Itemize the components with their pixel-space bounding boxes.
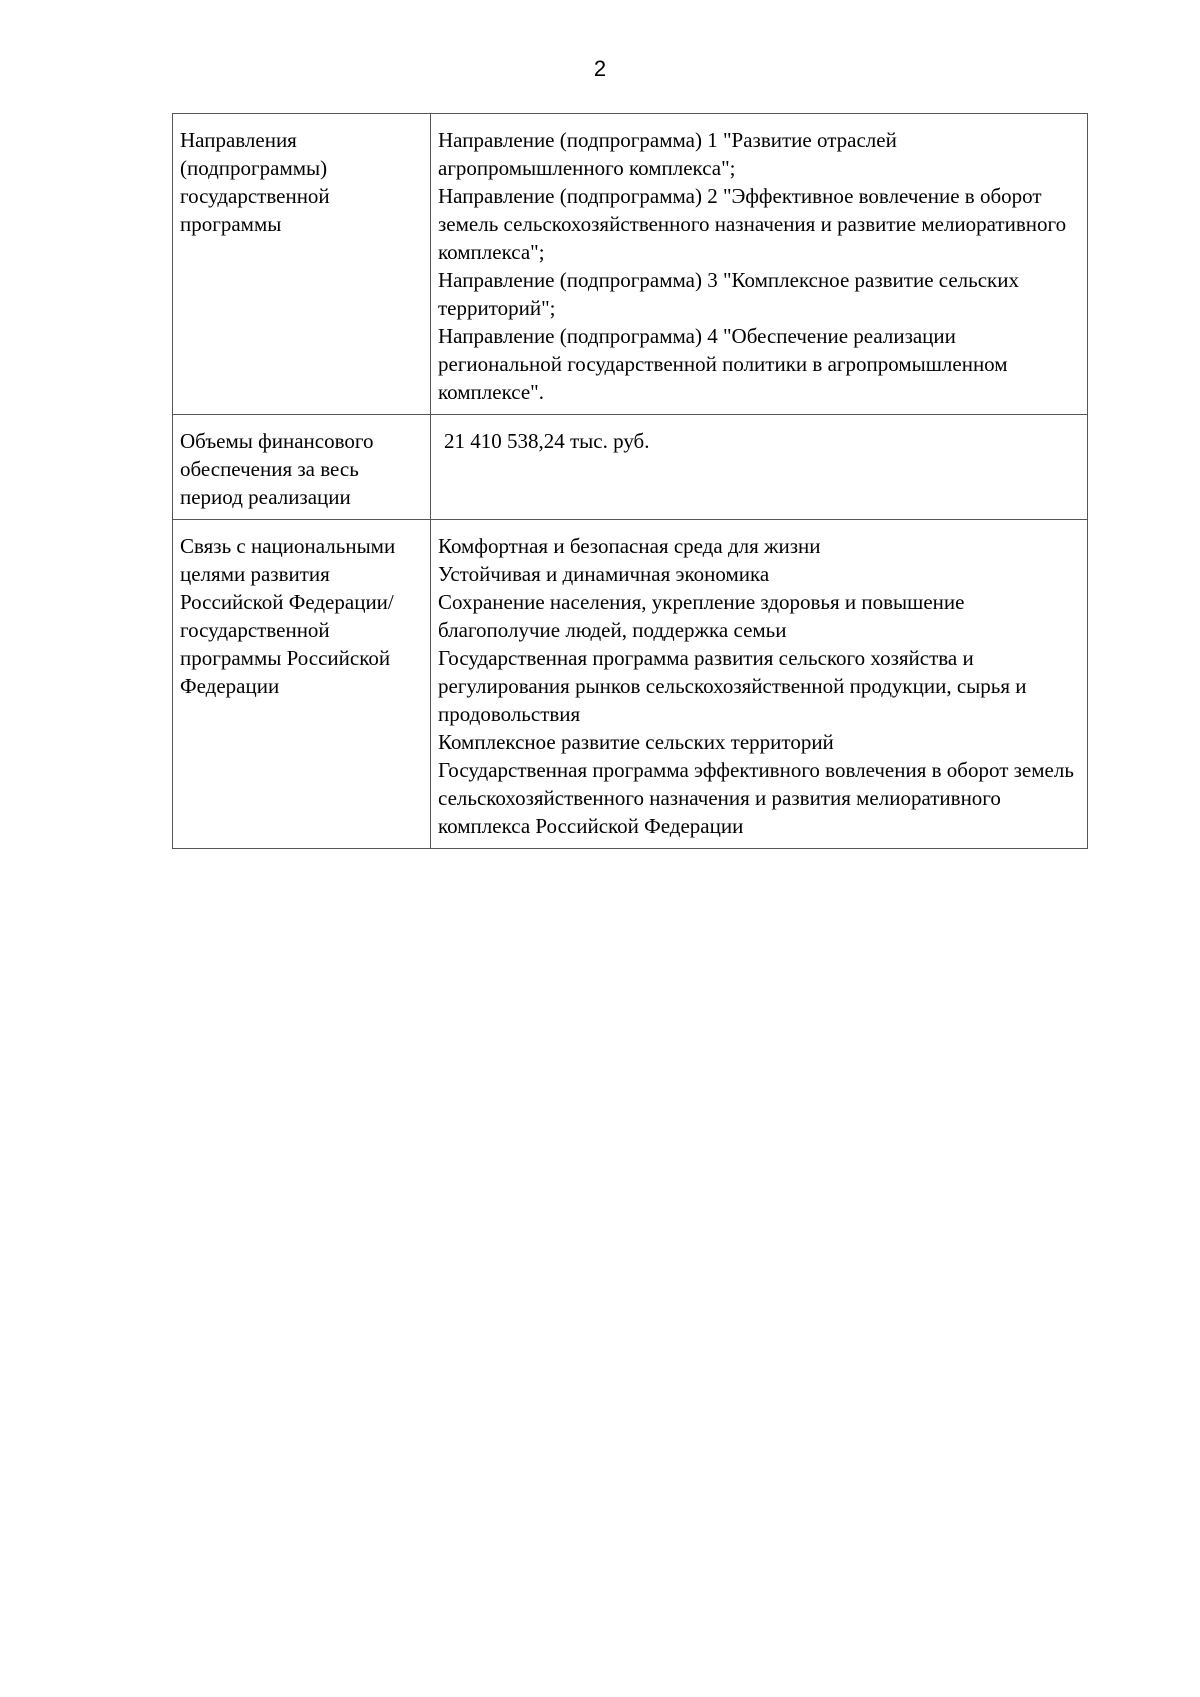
table-row-national-goals: [173, 520, 1088, 849]
table-row-directions: [173, 114, 1088, 415]
program-passport-table: [172, 113, 1088, 849]
national-goal-item: Устойчивая и динамичная экономика: [438, 562, 770, 586]
table-row-financing: [173, 415, 1088, 520]
national-goals-label: Связь с национальными целями развития Российской Федерации/ государственной программы Российской Федерации: [180, 534, 396, 698]
national-goal-item: Государственная программа эффективного вовлечения в оборот земель сельскохозяйственного назначения и развития мелиоративного комплекса Российской Федерации: [438, 758, 1074, 838]
national-goals-label-cell: [173, 520, 431, 849]
directions-value-cell: [431, 114, 1088, 415]
national-goal-item: Комфортная и безопасная среда для жизни: [438, 534, 821, 558]
financing-amount: 21 410 538,24 тыс. руб.: [444, 429, 650, 453]
financing-label-cell: [173, 415, 431, 520]
national-goal-item: Сохранение населения, укрепление здоровья и повышение благополучие людей, поддержка семьи: [438, 590, 965, 642]
direction-item: Направление (подпрограмма) 2 "Эффективное вовлечение в оборот земель сельскохозяйственного назначения и развитие мелиоративного комплекса";: [438, 184, 1067, 264]
directions-label: Направления (подпрограммы) государственной программы: [180, 128, 330, 236]
direction-item: Направление (подпрограмма) 4 "Обеспечение реализации региональной государственной политики в агропромышленном комплексе".: [438, 324, 1008, 404]
direction-item: Направление (подпрограмма) 3 "Комплексное развитие сельских территорий";: [438, 268, 1019, 320]
financing-label: Объемы финансового обеспечения за весь период реализации: [180, 429, 374, 509]
directions-label-cell: [173, 114, 431, 415]
national-goal-item: Государственная программа развития сельского хозяйства и регулирования рынков сельскохозяйственной продукции, сырья и продовольствия: [438, 646, 1027, 726]
national-goal-item: Комплексное развитие сельских территорий: [438, 730, 834, 754]
direction-item: Направление (подпрограмма) 1 "Развитие отраслей агропромышленного комплекса";: [438, 128, 897, 180]
financing-value-cell: [431, 415, 1088, 520]
page-number: 2: [593, 56, 607, 81]
national-goals-value-cell: [431, 520, 1088, 849]
